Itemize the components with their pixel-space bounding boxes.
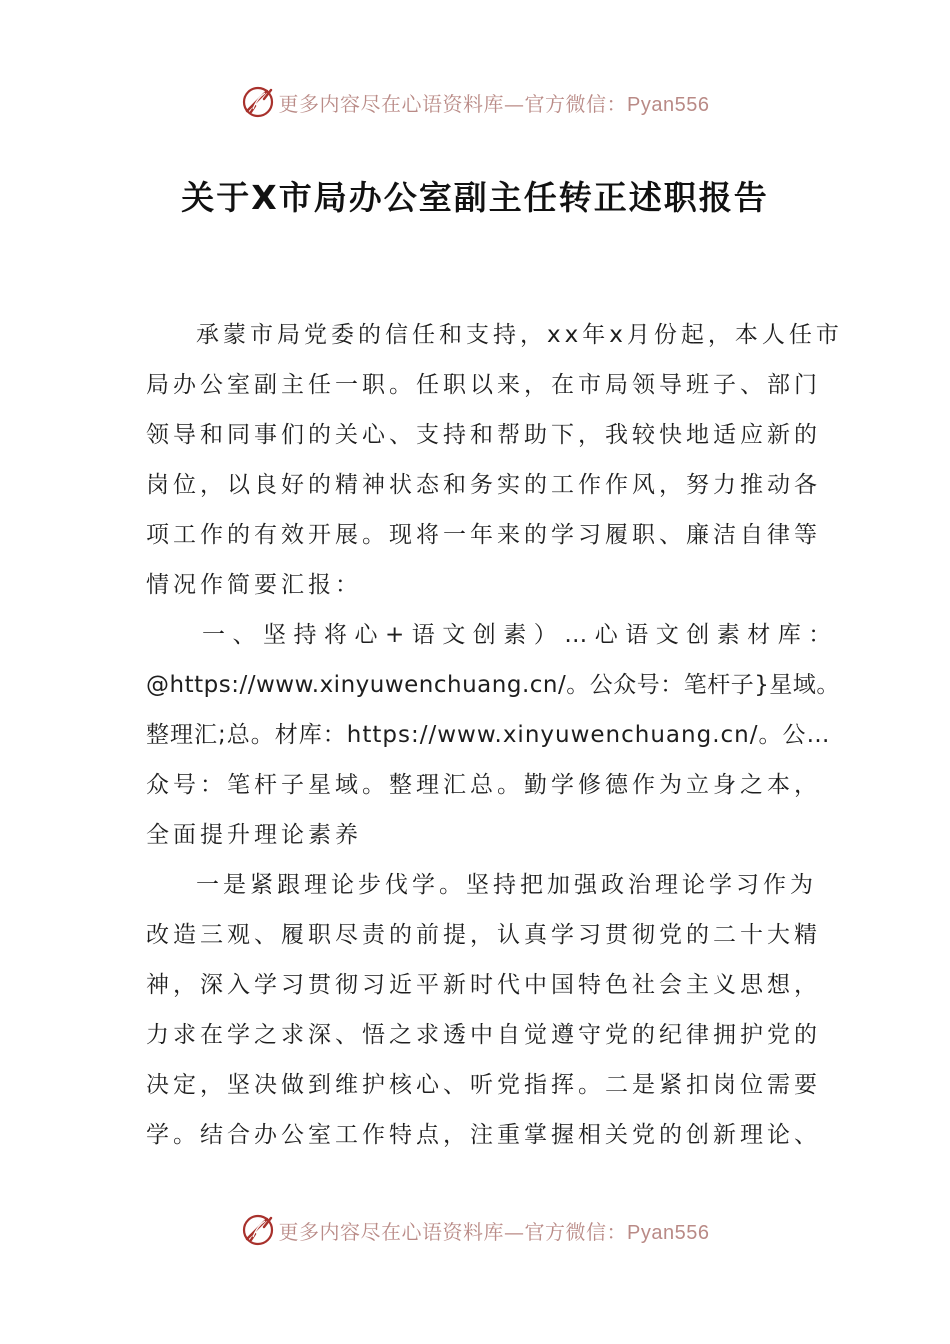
header-banner-text [279, 88, 710, 117]
body-line: 学。结合办公室工作特点，注重掌握相关党的创新理论、 [146, 1122, 821, 1148]
body-line: 力求在学之求深、悟之求透中自觉遵守党的纪律拥护党的 [146, 1022, 821, 1048]
body-line: 领导和同事们的关心、支持和帮助下，我较快地适应新的 [146, 422, 821, 448]
footer-banner-text [279, 1216, 710, 1245]
document-body [146, 310, 843, 1160]
body-line: 岗位，以良好的精神状态和务实的工作作风，努力推动各 [146, 472, 821, 498]
header-banner [0, 82, 950, 122]
body-line: 神，深入学习贯彻习近平新时代中国特色社会主义思想， [146, 972, 821, 998]
header-banner-label: 更多内容尽在心语资料库—官方微信： [278, 91, 628, 116]
body-line: 项工作的有效开展。现将一年来的学习履职、廉洁自律等 [146, 522, 821, 548]
body-line: 一、坚持将心+语文创素）…心语文创素材库： [202, 622, 839, 648]
body-line: 整理汇;总。材库：https://www.xinyuwenchuang.cn/。公… [146, 722, 831, 748]
quill-logo-icon [241, 85, 275, 119]
body-line: 情况作简要汇报： [146, 572, 362, 598]
body-line: 全面提升理论素养 [146, 822, 362, 848]
quill-logo-icon [241, 1213, 275, 1247]
body-line: @https://www.xinyuwenchuang.cn/。公众号：笔杆子}星域。 [146, 672, 840, 698]
body-line: 决定，坚决做到维护核心、听党指挥。二是紧扣岗位需要 [146, 1072, 821, 1098]
body-line: 承蒙市局党委的信任和支持，xx年x月份起，本人任市 [196, 322, 843, 348]
footer-banner [0, 1210, 950, 1250]
document-title: 关于X市局办公室副主任转正述职报告 [181, 178, 769, 217]
body-line: 一是紧跟理论步伐学。坚持把加强政治理论学习作为 [196, 872, 817, 898]
footer-banner-label: 更多内容尽在心语资料库—官方微信： [278, 1219, 628, 1244]
body-line: 局办公室副主任一职。任职以来，在市局领导班子、部门 [146, 372, 821, 398]
footer-wechat-id: Pyan556 [627, 1221, 710, 1244]
body-line: 改造三观、履职尽责的前提，认真学习贯彻党的二十大精 [146, 922, 821, 948]
header-wechat-id: Pyan556 [627, 93, 710, 116]
body-line: 众号：笔杆子星域。整理汇总。勤学修德作为立身之本， [146, 772, 821, 798]
